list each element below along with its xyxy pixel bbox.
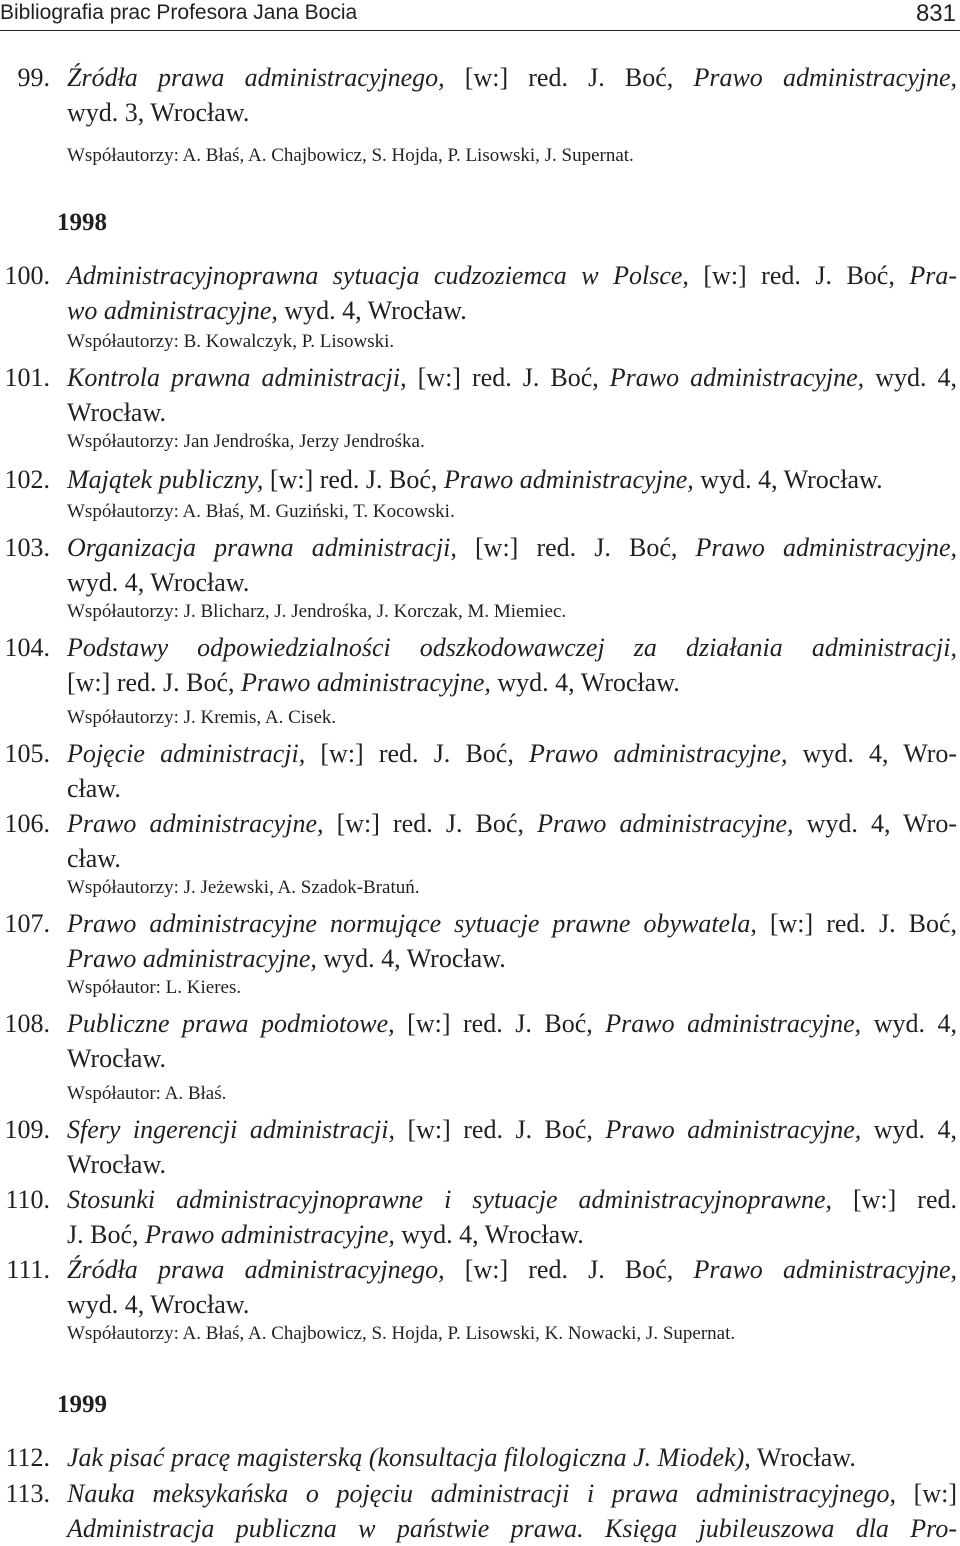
entry-book: Prawo administracyjne,	[693, 1255, 958, 1284]
entry-book: Prawo administracyjne,	[528, 739, 788, 768]
running-head-title: Bibliografia prac Profesora Jana Bocia	[0, 1, 358, 24]
entry-number: 106.	[4, 809, 50, 838]
entry-source: [w:] red. J. Boć,	[323, 809, 538, 838]
entry-coauthors: Współautorzy: Jan Jendrośka, Jerzy Jendrośka.	[67, 431, 425, 452]
entry-line-2: Wrocław.	[67, 398, 167, 427]
entry-text	[67, 736, 957, 806]
header-rule	[0, 30, 960, 31]
entry-line-1	[67, 462, 957, 497]
entry-line-2: Wrocław.	[67, 1150, 167, 1179]
entry-title: Publiczne prawa podmiotowe,	[67, 1009, 395, 1038]
entry-number: 103.	[4, 533, 50, 562]
entry-title: Źródła prawa administracyjnego,	[67, 63, 445, 92]
entry-line-2: Wrocław.	[67, 1044, 167, 1073]
entry-edition: wyd. 4, Wrocław.	[693, 465, 883, 494]
entry-title: Stosunki administracyjnoprawne i sytuacje administracyjnoprawne,	[67, 1185, 832, 1214]
entry-book: Prawo administracyjne,	[695, 533, 958, 562]
entry-source: [w:] red. J. Boć,	[756, 909, 958, 938]
entry-text	[67, 1112, 957, 1182]
entry-number: 107.	[4, 909, 50, 938]
entry-editor: J. Boć,	[67, 1220, 145, 1249]
year-heading-1998: 1998	[57, 209, 107, 236]
entry-number: 100.	[4, 261, 50, 290]
entry-title: Administracyjnoprawna sytuacja cudzoziemca w Polsce,	[67, 261, 689, 290]
entry-source: [w:] red. J. Boć,	[394, 1009, 606, 1038]
entry-source: [w:] red. J. Boć,	[406, 363, 610, 392]
entry-text	[67, 1440, 957, 1475]
entry-text	[67, 630, 957, 700]
entry-source: Wrocław.	[750, 1443, 856, 1472]
entry-text	[67, 360, 957, 430]
entry-text	[67, 60, 957, 130]
entry-coauthors: Współautorzy: J. Kremis, A. Cisek.	[67, 707, 337, 728]
entry-book: Prawo administracyjne,	[145, 1220, 395, 1249]
entry-title: Pojęcie administracji,	[67, 739, 306, 768]
entry-text	[67, 258, 957, 328]
entry-text	[67, 806, 957, 876]
entry-title: Prawo administracyjne normujące sytuacje prawne obywatela,	[67, 909, 757, 938]
entry-line-2	[67, 293, 957, 328]
entry-text	[67, 530, 957, 600]
entry-line-1	[67, 530, 957, 565]
entry-book: Administracja publiczna w państwie prawa. Księga jubileuszowa dla Pro-	[67, 1514, 957, 1543]
entry-text	[67, 906, 957, 976]
entry-line-1	[67, 630, 957, 665]
entry-title: Źródła prawa administracyjnego,	[67, 1255, 445, 1284]
entry-title: Nauka meksykańska o pojęciu administracji i prawa administracyjnego,	[67, 1479, 897, 1508]
entry-source: [w:] red. J. Boć,	[395, 1115, 606, 1144]
entry-source: [w:] red. J. Boć,	[444, 1255, 694, 1284]
entry-line-1	[67, 258, 957, 293]
entry-book-cont: wo administracyjne,	[67, 296, 278, 325]
entry-line-1	[67, 360, 957, 395]
entry-line-1	[67, 1112, 957, 1147]
entry-line-1	[67, 1440, 957, 1475]
entry-line-2	[67, 1511, 957, 1546]
entry-book: Prawo administracyjne,	[241, 668, 491, 697]
entry-book: Pra-	[909, 261, 957, 290]
entry-title: Majątek publiczny,	[67, 465, 264, 494]
entry-line-2: wyd. 4, Wrocław.	[67, 568, 250, 597]
entry-source: [w:] red.	[831, 1185, 957, 1214]
entry-title: Organizacja prawna administracji,	[67, 533, 457, 562]
running-head	[0, 0, 960, 32]
entry-source: [w:] red. J. Boć,	[305, 739, 529, 768]
entry-line-1	[67, 1182, 957, 1217]
entry-coauthors: Współautorzy: A. Błaś, M. Guziński, T. Kocowski.	[67, 501, 455, 522]
entry-source: [w:] red. J. Boć,	[688, 261, 910, 290]
entry-line-1	[67, 806, 957, 841]
entry-coauthors: Współautorzy: J. Blicharz, J. Jendrośka, J. Korczak, M. Miemiec.	[67, 601, 567, 622]
entry-number: 101.	[4, 363, 50, 392]
entry-edition: wyd. 4, Wrocław.	[394, 1220, 584, 1249]
entry-book: Prawo administracyjne,	[67, 944, 317, 973]
entry-book: Prawo administracyjne,	[443, 465, 694, 494]
entry-title: Podstawy odpowiedzialności odszkodowawczej za działania administracji,	[67, 633, 957, 662]
entry-number: 110.	[5, 1185, 50, 1214]
entry-coauthors: Współautorzy: A. Błaś, A. Chajbowicz, S. Hojda, P. Lisowski, J. Supernat.	[67, 145, 634, 166]
entry-line-2: wyd. 4, Wrocław.	[67, 1290, 250, 1319]
entry-line-1	[67, 1006, 957, 1041]
entry-number: 108.	[4, 1009, 50, 1038]
entry-edition: wyd. 4, Wro-	[793, 809, 958, 838]
entry-line-2: cław.	[67, 844, 121, 873]
entry-text	[67, 462, 957, 497]
entry-edition: wyd. 4, Wrocław.	[277, 296, 467, 325]
entry-text	[67, 1182, 957, 1252]
entry-edition: wyd. 4, Wro-	[787, 739, 958, 768]
entry-coauthors: Współautor: A. Błaś.	[67, 1083, 227, 1104]
entry-title: Prawo administracyjne,	[67, 809, 324, 838]
entry-book: Prawo administracyjne,	[693, 63, 958, 92]
entry-source: [w:]	[896, 1479, 957, 1508]
entry-number: 102.	[4, 465, 50, 494]
entry-edition: wyd. 4,	[861, 1115, 957, 1144]
entry-edition: wyd. 4, Wrocław.	[316, 944, 506, 973]
entry-number: 99.	[17, 63, 50, 92]
entry-line-2	[67, 941, 957, 976]
entry-text	[67, 1006, 957, 1076]
entry-line-2	[67, 1217, 957, 1252]
entry-coauthors: Współautorzy: B. Kowalczyk, P. Lisowski.	[67, 331, 395, 352]
entry-line-1	[67, 1476, 957, 1511]
entry-title: Jak pisać pracę magisterską (konsultacja filologiczna J. Miodek),	[67, 1443, 751, 1472]
entry-number: 104.	[4, 633, 50, 662]
entry-title: Kontrola prawna administracji,	[67, 363, 407, 392]
entry-line-1	[67, 1252, 957, 1287]
entry-line-1	[67, 736, 957, 771]
entry-text	[67, 1476, 957, 1546]
entry-line-2	[67, 665, 957, 700]
entry-line-2: wyd. 3, Wrocław.	[67, 98, 250, 127]
entry-coauthors: Współautorzy: J. Jeżewski, A. Szadok-Bratuń.	[67, 877, 420, 898]
entry-number: 105.	[4, 739, 50, 768]
year-heading-1999: 1999	[57, 1391, 107, 1418]
entry-coauthors: Współautorzy: A. Błaś, A. Chajbowicz, S. Hojda, P. Lisowski, K. Nowacki, J. Supernat.	[67, 1323, 736, 1344]
entry-edition: wyd. 4,	[864, 363, 957, 392]
entry-text	[67, 1252, 957, 1322]
entry-line-2: cław.	[67, 774, 121, 803]
entry-number: 113.	[5, 1479, 50, 1508]
entry-book: Prawo administracyjne,	[605, 1009, 862, 1038]
entry-source: [w:] red. J. Boć,	[456, 533, 696, 562]
entry-line-1	[67, 906, 957, 941]
entry-number: 111.	[6, 1255, 50, 1284]
entry-title: Sfery ingerencji administracji,	[67, 1115, 395, 1144]
entry-edition: wyd. 4, Wrocław.	[490, 668, 680, 697]
entry-line-1	[67, 60, 957, 95]
entry-book: Prawo administracyjne,	[609, 363, 865, 392]
page-number: 831	[915, 0, 956, 27]
entry-source: [w:] red. J. Boć,	[263, 465, 444, 494]
entry-source: [w:] red. J. Boć,	[67, 668, 242, 697]
entry-number: 109.	[4, 1115, 50, 1144]
entry-coauthors: Współautor: L. Kieres.	[67, 977, 242, 998]
entry-source: [w:] red. J. Boć,	[444, 63, 694, 92]
entry-edition: wyd. 4,	[861, 1009, 958, 1038]
entry-book: Prawo administracyjne,	[537, 809, 794, 838]
entry-number: 112.	[5, 1443, 50, 1472]
entry-book: Prawo administracyjne,	[605, 1115, 862, 1144]
